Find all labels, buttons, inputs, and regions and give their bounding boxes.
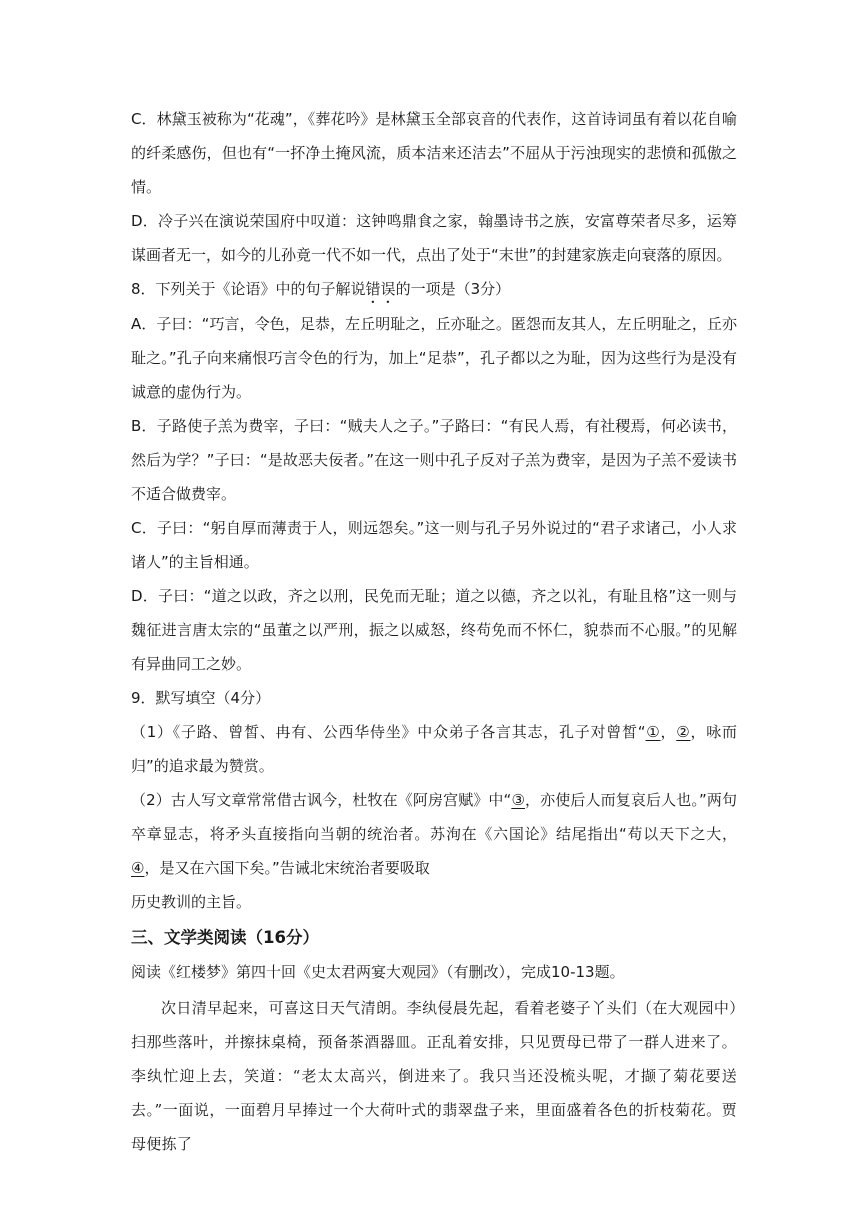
blank-1: ① [645,723,661,741]
question8-prefix: 8．下列关于《论语》中的句子解说 [131,280,366,298]
q9-2-text-c: ，是又在六国下矣。”告诫北宋统治者要吸取 [144,859,430,877]
question7-option-c: C．林黛玉被称为“花魂”，《葬花吟》是林黛玉全部哀音的代表作，这首诗词虽有着以花自喻的纤柔感伤，但也有“一抔净土掩风流，质本洁来还洁去”不屈从于污浊现实的悲愤和孤傲之情。 [131,110,737,196]
question8-suffix: 的一项是（3分） [395,280,511,298]
question9-stem: 9．默写填空（4分） [131,689,271,707]
question7-option-d: D．冷子兴在演说荣国府中叹道：这钟鸣鼎食之家，翰墨诗书之族，安富尊荣者尽多，运筹谋画者无一，如今的儿孙竟一代不如一代，点出了处于“末世”的封建家族走向衰落的原因。 [131,212,737,264]
blank-2: ② [676,723,691,741]
page-content [131,102,737,1161]
blank-4: ④ [131,859,145,877]
question9-part2 [131,783,737,885]
reading-passage: 次日清早起来，可喜这日天气清朗。李纨侵晨先起，看着老婆子丫头们（在大观园中）扫那些落叶，并擦抹桌椅，预备茶酒器皿。正乱着安排，只见贾母已带了一群人进来了。李纨忙迎上去，笑道：“老太太高兴，倒进来了。我只当还没梳头呢，才撷了菊花要送去。”一面说，一面碧月早捧过一个大荷叶式的翡翠盘子来，里面盛着各色的折枝菊花。贾母便拣了 [131,999,737,1153]
question9-part1 [131,715,737,783]
question8-stem [131,272,737,307]
question8-emphasis: 错误 [365,280,396,298]
q9-1-text-a: （1）《子路、曾皙、冉有、公西华侍坐》中众弟子各言其志，孔子对曾皙“ [131,723,646,741]
q9-1-text-b: ， [660,723,677,741]
q9-2-text-b: ，亦使后人而复哀后人也。”两句卒章显志，将矛头直接指向当朝的统治者。苏洵在《六国论》结尾指出“苟以天下之大， [131,791,737,843]
q9-1-text-c: ，咏而归”的追求最为赞赏。 [131,723,737,775]
question8-option-b: B．子路使子羔为费宰，子曰：“贼夫人之子。”子路曰：“有民人焉，有社稷焉，何必读书，然后为学？”子曰：“是故恶夫佞者。”在这一则中孔子反对子羔为费宰，是因为子羔不爱读书不适合做费宰。 [131,417,737,503]
section-intro: 阅读《红楼梦》第四十回《史太君两宴大观园》（有删改），完成10-13题。 [131,963,625,981]
question8-option-a: A．子曰：“巧言，令色，足恭，左丘明耻之，丘亦耻之。匿怨而友其人，左丘明耻之，丘亦耻之。”孔子向来痛恨巧言令色的行为，加上“足恭”，孔子都以之为耻，因为这些行为是没有诚意的虚伪行为。 [131,315,737,401]
q9-2-text-a: （2）古人写文章常常借古讽今，杜牧在《阿房宫赋》中“ [131,791,512,809]
blank-3: ③ [511,791,526,809]
question8-option-d: D．子曰：“道之以政，齐之以刑，民免而无耻；道之以德，齐之以礼，有耻且格”这一则与魏征进言唐太宗的“虽董之以严刑，振之以威怒，终苟免而不怀仁，貌恭而不心服。”的见解有异曲同工之妙。 [131,587,737,673]
question9-part2-end: 历史教训的主旨。 [131,893,252,911]
question8-option-c: C．子曰：“躬自厚而薄责于人，则远怨矣。”这一则与孔子另外说过的“君子求诸己，小人求诸人”的主旨相通。 [131,519,737,571]
section-title: 三、文学类阅读（16分） [131,928,319,947]
